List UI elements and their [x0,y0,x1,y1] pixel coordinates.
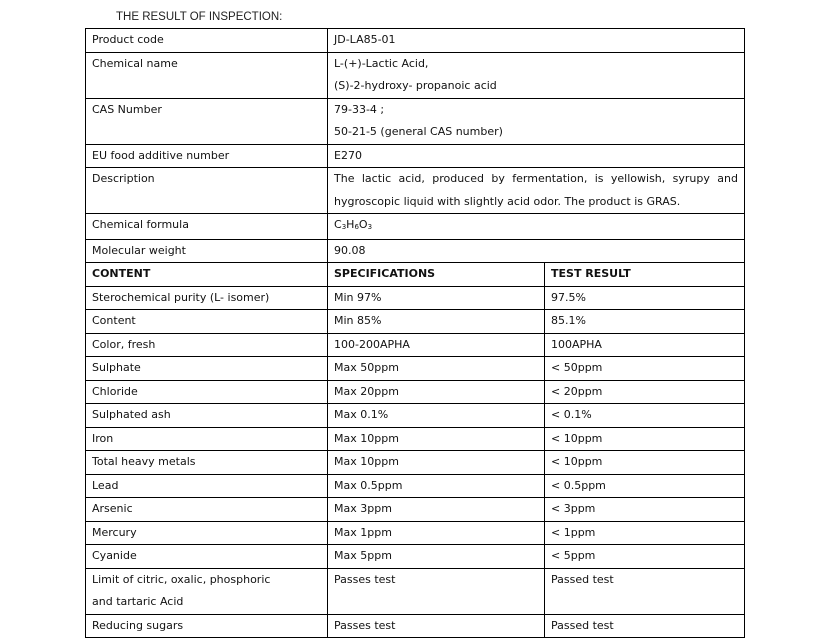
result-cell: < 50ppm [545,357,745,381]
table-row [86,333,745,357]
table-row [86,545,745,569]
table-row [86,427,745,451]
column-header-row [86,263,745,287]
table-row [86,521,745,545]
value-line: 79-33-4 ; [334,102,385,116]
result-cell: 97.5% [545,286,745,310]
column-header-specifications: SPECIFICATIONS [328,263,545,287]
spec-cell: Passes test [328,568,545,614]
spec-cell: Max 0.1% [328,404,545,428]
label-cell: EU food additive number [86,144,328,168]
spec-cell: Max 50ppm [328,357,545,381]
result-cell: Passed test [545,614,745,638]
info-row-description [86,168,745,214]
content-cell: Total heavy metals [86,451,328,475]
content-cell: Cyanide [86,545,328,569]
content-cell: Iron [86,427,328,451]
table-row [86,310,745,334]
spec-cell: Max 10ppm [328,427,545,451]
content-cell: Mercury [86,521,328,545]
content-cell: Sulphated ash [86,404,328,428]
content-line: Limit of citric, oxalic, phosphoric [92,572,271,586]
spec-cell: Max 3ppm [328,498,545,522]
table-row [86,286,745,310]
value-cell [328,98,745,144]
content-cell: Color, fresh [86,333,328,357]
info-row-cas-number [86,98,745,144]
info-row-eu-food-additive [86,144,745,168]
content-cell: Sulphate [86,357,328,381]
label-cell: Chemical name [86,52,328,98]
formula-element: H [346,218,355,231]
value-line: 50-21-5 (general CAS number) [334,125,503,138]
table-row [86,474,745,498]
spec-cell: Max 1ppm [328,521,545,545]
formula-subscript: 6 [354,223,359,231]
content-cell: Reducing sugars [86,614,328,638]
spec-cell: Min 85% [328,310,545,334]
description-text: The lactic acid, produced by fermentation, is yellowish, syrupy and hygroscopic liquid with slightly acid odor. The product is GRAS. [328,168,745,214]
column-header-content: CONTENT [86,263,328,287]
table-row [86,568,745,614]
spec-cell: Passes test [328,614,545,638]
result-cell: Passed test [545,568,745,614]
formula-subscript: 3 [367,223,373,231]
label-cell: CAS Number [86,98,328,144]
value-line: L-(+)-Lactic Acid, [334,56,429,70]
formula-element: C [334,218,342,231]
result-cell: 100APHA [545,333,745,357]
content-cell: Content [86,310,328,334]
value-cell: 90.08 [328,239,745,263]
content-cell: Lead [86,474,328,498]
result-cell: < 20ppm [545,380,745,404]
formula-subscript: 3 [341,223,347,231]
formula-cell [328,214,745,240]
value-cell [328,52,745,98]
label-cell: Chemical formula [86,214,328,240]
info-row-chemical-formula [86,214,745,240]
label-cell: Description [86,168,328,214]
spec-cell: Min 97% [328,286,545,310]
result-cell: < 3ppm [545,498,745,522]
spec-cell: Max 10ppm [328,451,545,475]
label-cell: Product code [86,29,328,53]
content-cell: Arsenic [86,498,328,522]
result-cell: < 1ppm [545,521,745,545]
result-cell: < 10ppm [545,427,745,451]
label-cell: Molecular weight [86,239,328,263]
result-cell: 85.1% [545,310,745,334]
info-row-product-code [86,29,745,53]
info-row-chemical-name [86,52,745,98]
content-cell [86,568,328,614]
content-line: and tartaric Acid [92,595,184,608]
formula-element: O [358,218,368,231]
table-row [86,451,745,475]
value-cell: JD-LA85-01 [328,29,745,53]
result-cell: < 0.5ppm [545,474,745,498]
table-row [86,357,745,381]
value-line: (S)-2-hydroxy- propanoic acid [334,79,497,92]
spec-cell: Max 5ppm [328,545,545,569]
content-cell: Sterochemical purity (L- isomer) [86,286,328,310]
spec-cell: Max 0.5ppm [328,474,545,498]
table-row [86,404,745,428]
table-row [86,498,745,522]
result-cell: < 10ppm [545,451,745,475]
document-heading: THE RESULT OF INSPECTION: [116,11,283,23]
column-header-test-result: TEST RESULT [545,263,745,287]
result-cell: < 0.1% [545,404,745,428]
info-row-molecular-weight [86,239,745,263]
spec-cell: Max 20ppm [328,380,545,404]
content-cell: Chloride [86,380,328,404]
spec-cell: 100-200APHA [328,333,545,357]
table-row [86,380,745,404]
value-cell: E270 [328,144,745,168]
result-cell: < 5ppm [545,545,745,569]
inspection-table [85,28,745,638]
